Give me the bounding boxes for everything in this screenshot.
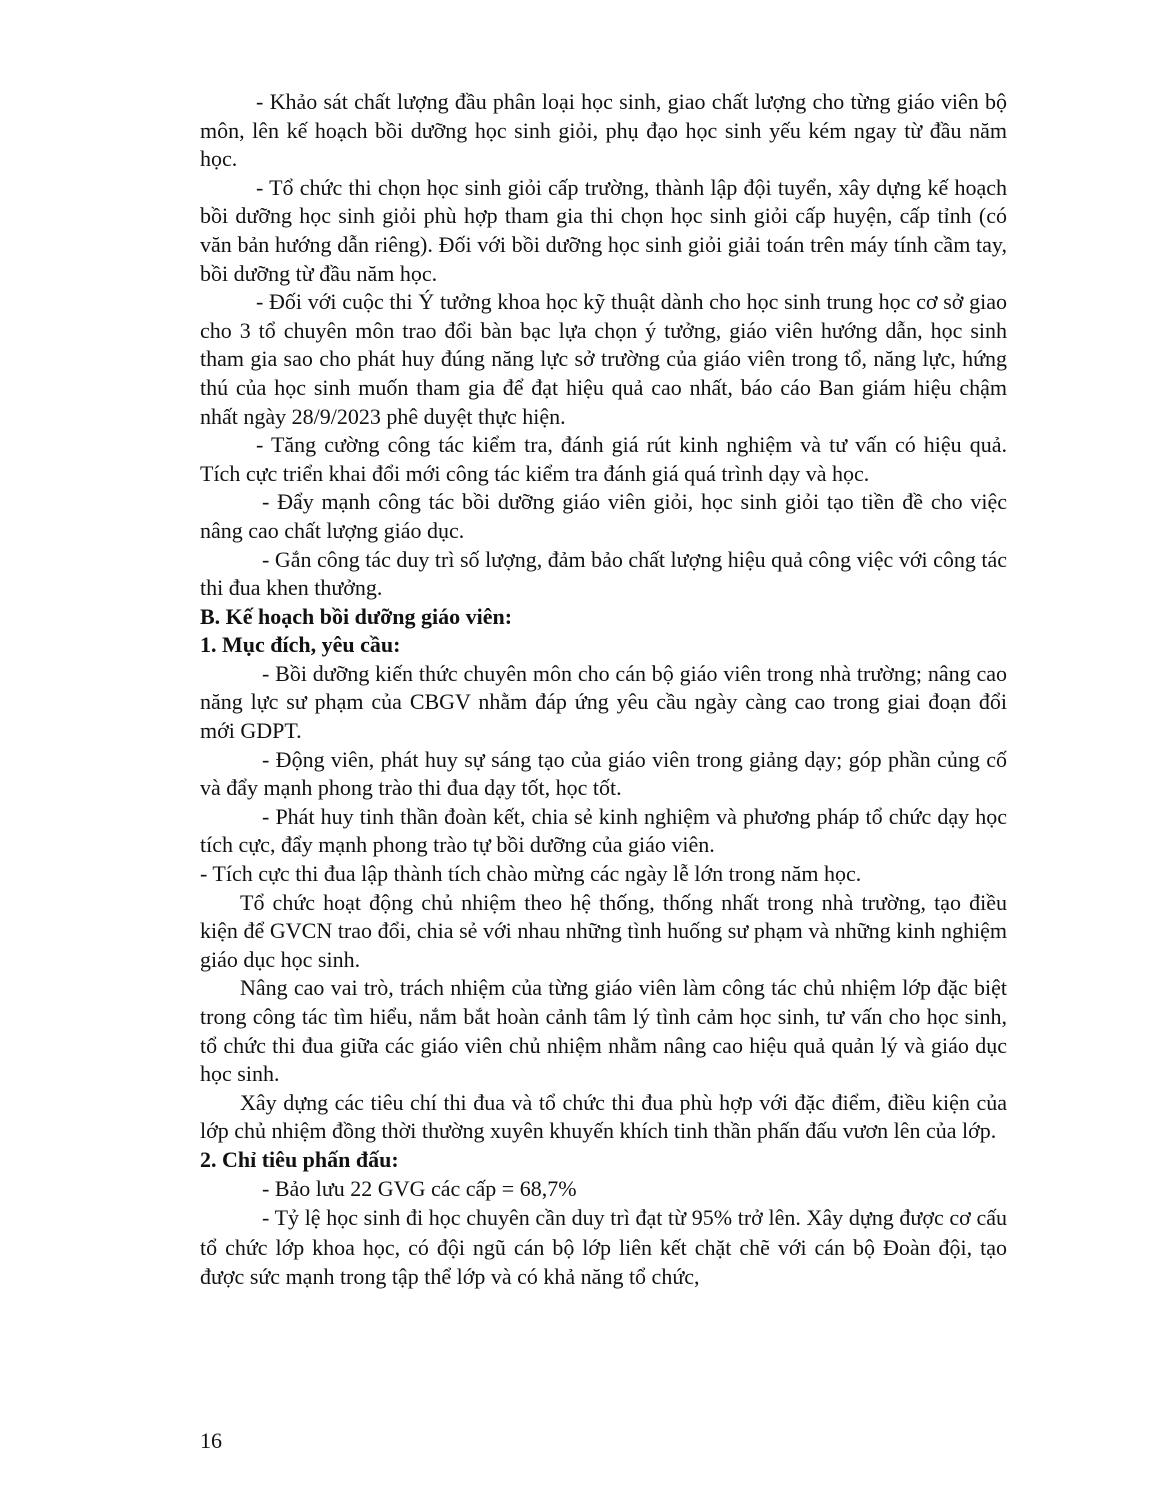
paragraph-competition: - Tổ chức thi chọn học sinh giỏi cấp trường, thành lập đội tuyển, xây dựng kế hoạch bồi dưỡng học sinh giỏi phù hợp tham gia thi chọn học sinh giỏi cấp huyện, cấp tỉnh (có văn bản hướng dẫn riêng). Đối với bồi dưỡng học sinh giỏi giải toán trên máy tính cầm tay, bồi dưỡng từ đầu năm học. — [200, 174, 1007, 286]
paragraph-solidarity: - Phát huy tinh thần đoàn kết, chia sẻ kinh nghiệm và phương pháp tổ chức dạy học tích cực, đẩy mạnh phong trào tự bồi dưỡng của giáo viên. — [200, 803, 1007, 858]
paragraph-emulation: - Tích cực thi đua lập thành tích chào mừng các ngày lễ lớn trong năm học. — [200, 861, 862, 887]
paragraph-criteria: Xây dựng các tiêu chí thi đua và tổ chức thi đua phù hợp với đặc điểm, điều kiện của lớp chủ nhiệm đồng thời thường xuyên khuyến khích tinh thần phấn đấu vươn lên của lớp. — [200, 1089, 1007, 1144]
paragraph-attendance: - Tỷ lệ học sinh đi học chuyên cần duy trì đạt từ 95% trở lên. Xây dựng được cơ cấu tổ chức lớp khoa học, có đội ngũ cán bộ lớp liên kết chặt chẽ với cán bộ Đoàn đội, tạo được sức mạnh trong tập thể lớp và có khả năng tổ chức, — [200, 1205, 1007, 1290]
section-heading-b: B. Kế hoạch bồi dưỡng giáo viên: — [200, 603, 513, 629]
section-heading-1: 1. Mục đích, yêu cầu: — [200, 632, 401, 658]
paragraph-creativity: - Động viên, phát huy sự sáng tạo của giáo viên trong giảng dạy; góp phần củng cố và đẩy mạnh phong trào thi đua dạy tốt, học tốt. — [200, 746, 1007, 801]
document-page — [200, 88, 1007, 1292]
paragraph-survey: - Khảo sát chất lượng đầu phân loại học sinh, giao chất lượng cho từng giáo viên bộ môn, lên kế hoạch bồi dưỡng học sinh giỏi, phụ đạo học sinh yếu kém ngay từ đầu năm học. — [200, 89, 1007, 172]
paragraph-homeroom: Tổ chức hoạt động chủ nhiệm theo hệ thống, thống nhất trong nhà trường, tạo điều kiện để GVCN trao đổi, chia sẻ với nhau những tình huống sư phạm và những kinh nghiệm giáo dục học sinh. — [200, 889, 1007, 972]
paragraph-training: - Đẩy mạnh công tác bồi dưỡng giáo viên giỏi, học sinh giỏi tạo tiền đề cho việc nâng cao chất lượng giáo dục. — [200, 489, 1007, 543]
paragraph-retain-gvg: - Bảo lưu 22 GVG các cấp = 68,7% — [262, 1175, 577, 1201]
paragraph-responsibility: Nâng cao vai trò, trách nhiệm của từng giáo viên làm công tác chủ nhiệm lớp đặc biệt trong công tác tìm hiểu, nắm bắt hoàn cảnh tâm lý tình cảm học sinh, tư vấn cho học sinh, tổ chức thi đua giữa các giáo viên chủ nhiệm nhằm nâng cao hiệu quả quản lý và giáo dục học sinh. — [200, 975, 1007, 1087]
paragraph-knowledge: - Bồi dưỡng kiến thức chuyên môn cho cán bộ giáo viên trong nhà trường; nâng cao năng lực sư phạm của CBGV nhằm đáp ứng yêu cầu ngày càng cao trong giai đoạn đổi mới GDPT. — [200, 660, 1007, 744]
paragraph-inspection: - Tăng cường công tác kiểm tra, đánh giá rút kinh nghiệm và tư vấn có hiệu quả. Tích cực triển khai đổi mới công tác kiểm tra đánh giá quá trình dạy và học. — [200, 432, 1007, 486]
page-number: 16 — [200, 1428, 222, 1453]
paragraph-maintain: - Gắn công tác duy trì số lượng, đảm bảo chất lượng hiệu quả công việc với công tác thi đua khen thưởng. — [200, 546, 1007, 601]
paragraph-science-ideas: - Đối với cuộc thi Ý tưởng khoa học kỹ thuật dành cho học sinh trung học cơ sở giao cho 3 tổ chuyên môn trao đổi bàn bạc lựa chọn ý tưởng, giáo viên hướng dẫn, học sinh tham gia sao cho phát huy đúng năng lực sở trường của giáo viên trong tổ, năng lực, hứng thú của học sinh muốn tham gia để đạt hiệu quả cao nhất, báo cáo Ban giám hiệu chậm nhất ngày 28/9/2023 phê duyệt thực hiện. — [200, 289, 1007, 429]
section-heading-2: 2. Chỉ tiêu phấn đấu: — [200, 1146, 399, 1172]
